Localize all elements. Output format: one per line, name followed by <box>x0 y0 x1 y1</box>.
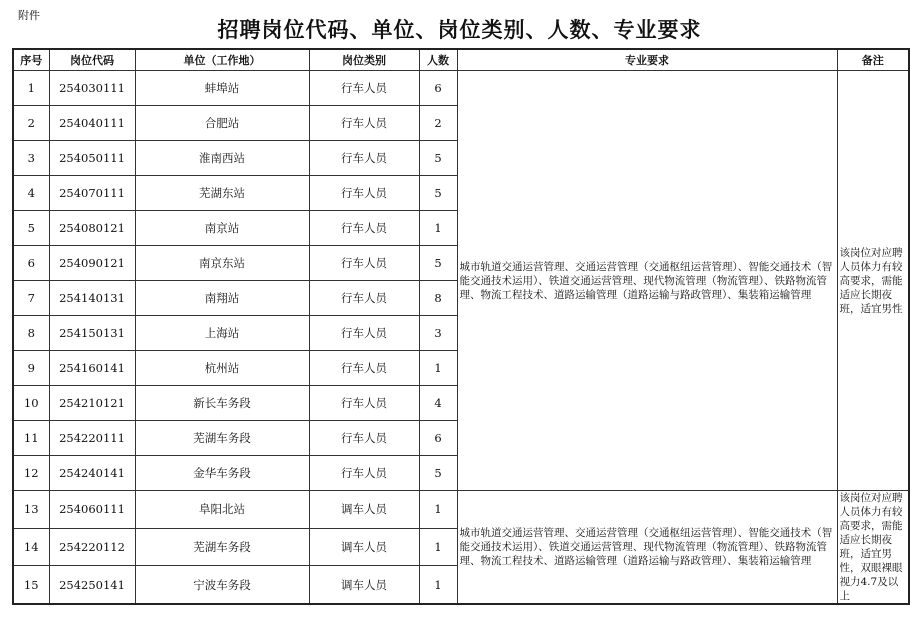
cell-category: 行车人员 <box>309 71 419 106</box>
cell-count: 8 <box>419 281 457 316</box>
attachment-label: 附件 <box>18 9 40 22</box>
cell-code: 254160141 <box>49 351 135 386</box>
cell-category: 行车人员 <box>309 176 419 211</box>
cell-code: 254210121 <box>49 386 135 421</box>
cell-category: 调车人员 <box>309 528 419 566</box>
cell-unit: 南京东站 <box>135 246 309 281</box>
cell-no: 7 <box>13 281 49 316</box>
cell-count: 6 <box>419 71 457 106</box>
cell-note-group-1: 该岗位对应聘人员体力有较高要求，需能适应长期夜班，适宜男性 <box>837 71 909 491</box>
table-header-row <box>13 49 909 71</box>
cell-count: 1 <box>419 351 457 386</box>
cell-no: 13 <box>13 491 49 529</box>
header-note: 备注 <box>837 49 909 71</box>
cell-no: 1 <box>13 71 49 106</box>
cell-requirement-group-1: 城市轨道交通运营管理、交通运营管理（交通枢纽运营管理）、智能交通技术（智能交通技术运用）、铁道交通运营管理、现代物流管理（物流管理）、铁路物流管理、物流工程技术、道路运输管理（道路运输与路政管理）、集装箱运输管理 <box>457 71 837 491</box>
cell-count: 4 <box>419 386 457 421</box>
cell-category: 调车人员 <box>309 566 419 604</box>
cell-code: 254150131 <box>49 316 135 351</box>
cell-category: 行车人员 <box>309 351 419 386</box>
cell-category: 行车人员 <box>309 421 419 456</box>
cell-unit: 蚌埠站 <box>135 71 309 106</box>
cell-code: 254030111 <box>49 71 135 106</box>
cell-no: 3 <box>13 141 49 176</box>
cell-no: 2 <box>13 106 49 141</box>
cell-category: 行车人员 <box>309 211 419 246</box>
cell-unit: 南翔站 <box>135 281 309 316</box>
cell-no: 12 <box>13 456 49 491</box>
cell-no: 6 <box>13 246 49 281</box>
cell-count: 5 <box>419 141 457 176</box>
cell-unit: 合肥站 <box>135 106 309 141</box>
page-title: 招聘岗位代码、单位、岗位类别、人数、专业要求 <box>217 17 702 42</box>
cell-category: 行车人员 <box>309 141 419 176</box>
table-row <box>13 491 909 529</box>
cell-count: 1 <box>419 491 457 529</box>
cell-unit: 芜湖东站 <box>135 176 309 211</box>
cell-code: 254080121 <box>49 211 135 246</box>
cell-no: 10 <box>13 386 49 421</box>
header-requirement: 专业要求 <box>457 49 837 71</box>
cell-no: 5 <box>13 211 49 246</box>
cell-count: 2 <box>419 106 457 141</box>
cell-unit: 南京站 <box>135 211 309 246</box>
table-row <box>13 71 909 106</box>
recruitment-table <box>12 48 910 605</box>
cell-no: 11 <box>13 421 49 456</box>
cell-unit: 金华车务段 <box>135 456 309 491</box>
cell-count: 5 <box>419 456 457 491</box>
cell-count: 6 <box>419 421 457 456</box>
cell-code: 254070111 <box>49 176 135 211</box>
cell-count: 5 <box>419 246 457 281</box>
cell-unit: 淮南西站 <box>135 141 309 176</box>
cell-category: 行车人员 <box>309 456 419 491</box>
cell-code: 254060111 <box>49 491 135 529</box>
cell-count: 5 <box>419 176 457 211</box>
cell-code: 254040111 <box>49 106 135 141</box>
cell-unit: 新长车务段 <box>135 386 309 421</box>
cell-code: 254090121 <box>49 246 135 281</box>
cell-no: 14 <box>13 528 49 566</box>
cell-code: 254140131 <box>49 281 135 316</box>
cell-category: 行车人员 <box>309 316 419 351</box>
cell-no: 8 <box>13 316 49 351</box>
cell-unit: 芜湖车务段 <box>135 421 309 456</box>
cell-unit: 宁波车务段 <box>135 566 309 604</box>
cell-unit: 杭州站 <box>135 351 309 386</box>
cell-count: 1 <box>419 528 457 566</box>
cell-code: 254220111 <box>49 421 135 456</box>
cell-category: 行车人员 <box>309 281 419 316</box>
header-category: 岗位类别 <box>309 49 419 71</box>
cell-no: 4 <box>13 176 49 211</box>
cell-count: 3 <box>419 316 457 351</box>
cell-unit: 芜湖车务段 <box>135 528 309 566</box>
cell-code: 254240141 <box>49 456 135 491</box>
cell-requirement-group-2: 城市轨道交通运营管理、交通运营管理（交通枢纽运营管理）、智能交通技术（智能交通技术运用）、铁道交通运营管理、现代物流管理（物流管理）、铁路物流管理、物流工程技术、道路运输管理（道路运输与路政管理）、集装箱运输管理 <box>457 491 837 605</box>
header-unit: 单位（工作地） <box>135 49 309 71</box>
cell-code: 254220112 <box>49 528 135 566</box>
cell-no: 9 <box>13 351 49 386</box>
header-code: 岗位代码 <box>49 49 135 71</box>
header-count: 人数 <box>419 49 457 71</box>
cell-category: 行车人员 <box>309 246 419 281</box>
cell-no: 15 <box>13 566 49 604</box>
cell-category: 行车人员 <box>309 106 419 141</box>
cell-unit: 阜阳北站 <box>135 491 309 529</box>
header-no: 序号 <box>13 49 49 71</box>
cell-unit: 上海站 <box>135 316 309 351</box>
cell-note-group-2: 该岗位对应聘人员体力有较高要求，需能适应长期夜班，适宜男性，双眼裸眼视力4.7及以上 <box>837 491 909 605</box>
cell-category: 行车人员 <box>309 386 419 421</box>
cell-count: 1 <box>419 566 457 604</box>
cell-code: 254050111 <box>49 141 135 176</box>
cell-count: 1 <box>419 211 457 246</box>
cell-category: 调车人员 <box>309 491 419 529</box>
cell-code: 254250141 <box>49 566 135 604</box>
